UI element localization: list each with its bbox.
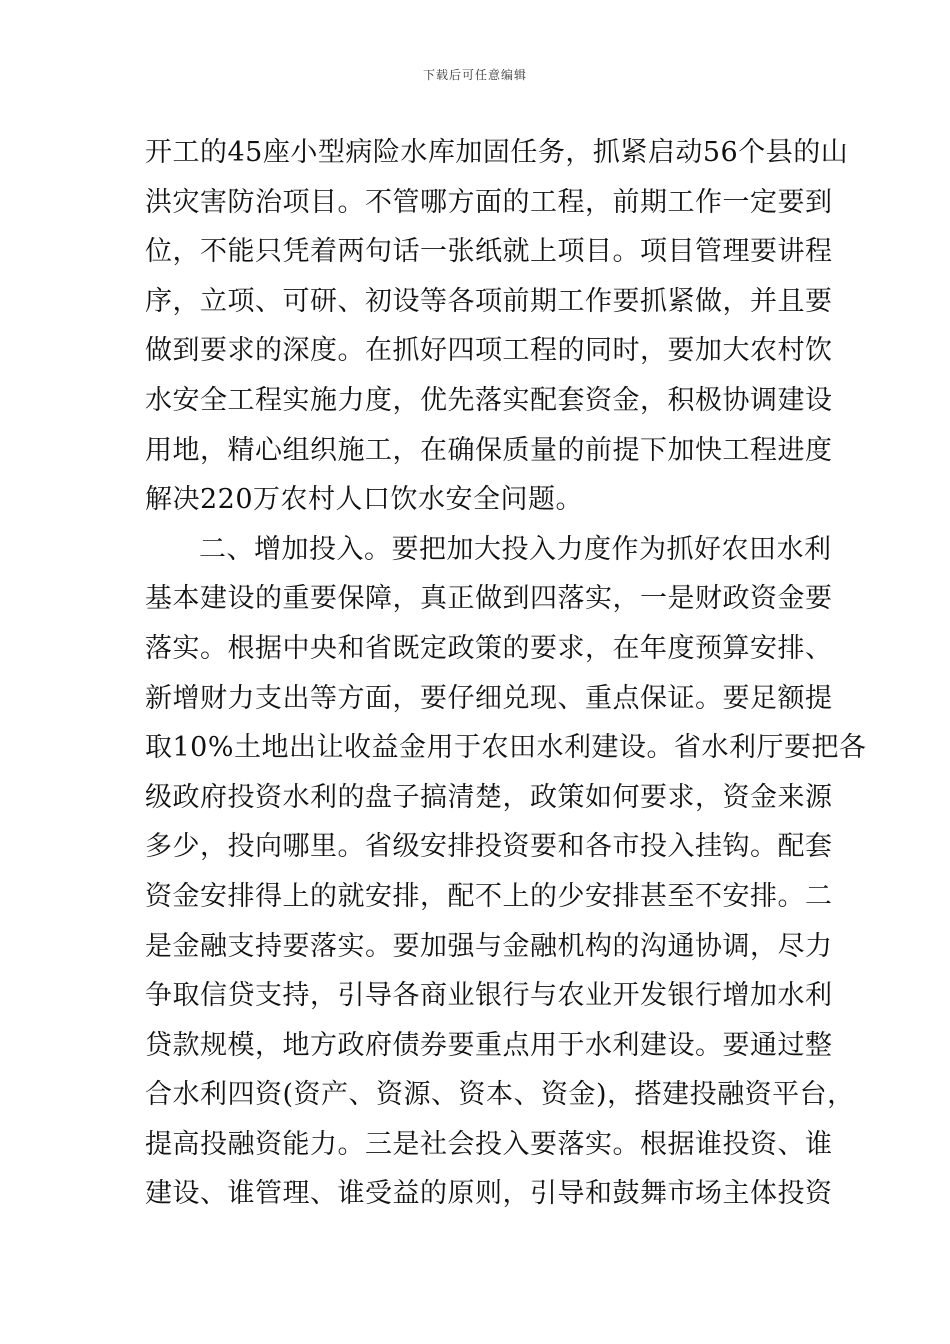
- text-line: 开工的45座小型病险水库加固任务，抓紧启动56个县的山: [145, 137, 849, 168]
- text-line: 做到要求的深度。在抓好四项工程的同时，要加大农村饮: [145, 335, 833, 367]
- text-line: 序，立项、可研、初设等各项前期工作要抓紧做，并且要: [145, 285, 833, 317]
- header-note: 下载后可任意编辑: [422, 68, 527, 82]
- text-line: 级政府投资水利的盘子搞清楚，政策如何要求，资金来源: [145, 781, 833, 813]
- text-line: 多少，投向哪里。省级安排投资要和各市投入挂钩。配套: [145, 831, 833, 863]
- text-line: 落实。根据中央和省既定政策的要求，在年度预算安排、: [145, 632, 833, 664]
- text-line: 洪灾害防治项目。不管哪方面的工程，前期工作一定要到: [145, 186, 833, 218]
- text-line: 解决220万农村人口饮水安全问题。: [145, 484, 584, 516]
- text-line: 建设、谁管理、谁受益的原则，引导和鼓舞市场主体投资: [145, 1178, 833, 1210]
- text-line: 用地，精心组织施工，在确保质量的前提下加快工程进度: [145, 434, 833, 466]
- text-line: 基本建设的重要保障，真正做到四落实，一是财政资金要: [145, 583, 833, 615]
- text-line: 资金安排得上的就安排，配不上的少安排甚至不安排。二: [145, 880, 833, 912]
- paragraph-start-line: 二、增加投入。要把加大投入力度作为抓好农田水利: [199, 533, 832, 565]
- text-line: 提高投融资能力。三是社会投入要落实。根据谁投资、谁: [145, 1128, 833, 1160]
- text-line: 位，不能只凭着两句话一张纸就上项目。项目管理要讲程: [145, 236, 833, 268]
- body-text: [145, 128, 867, 1219]
- text-line: 贷款规模，地方政府债券要重点用于水利建设。要通过整: [145, 1029, 833, 1061]
- text-line: 是金融支持要落实。要加强与金融机构的沟通协调，尽力: [145, 930, 833, 962]
- text-line: 新增财力支出等方面，要仔细兑现、重点保证。要足额提: [145, 682, 833, 714]
- text-line: 取10%土地出让收益金用于农田水利建设。省水利厅要把各: [145, 732, 867, 764]
- text-line: 水安全工程实施力度，优先落实配套资金，积极协调建设: [145, 384, 833, 416]
- text-line: 合水利四资(资产、资源、资本、资金)，搭建投融资平台，: [145, 1079, 855, 1111]
- text-line: 争取信贷支持，引导各商业银行与农业开发银行增加水利: [145, 980, 833, 1012]
